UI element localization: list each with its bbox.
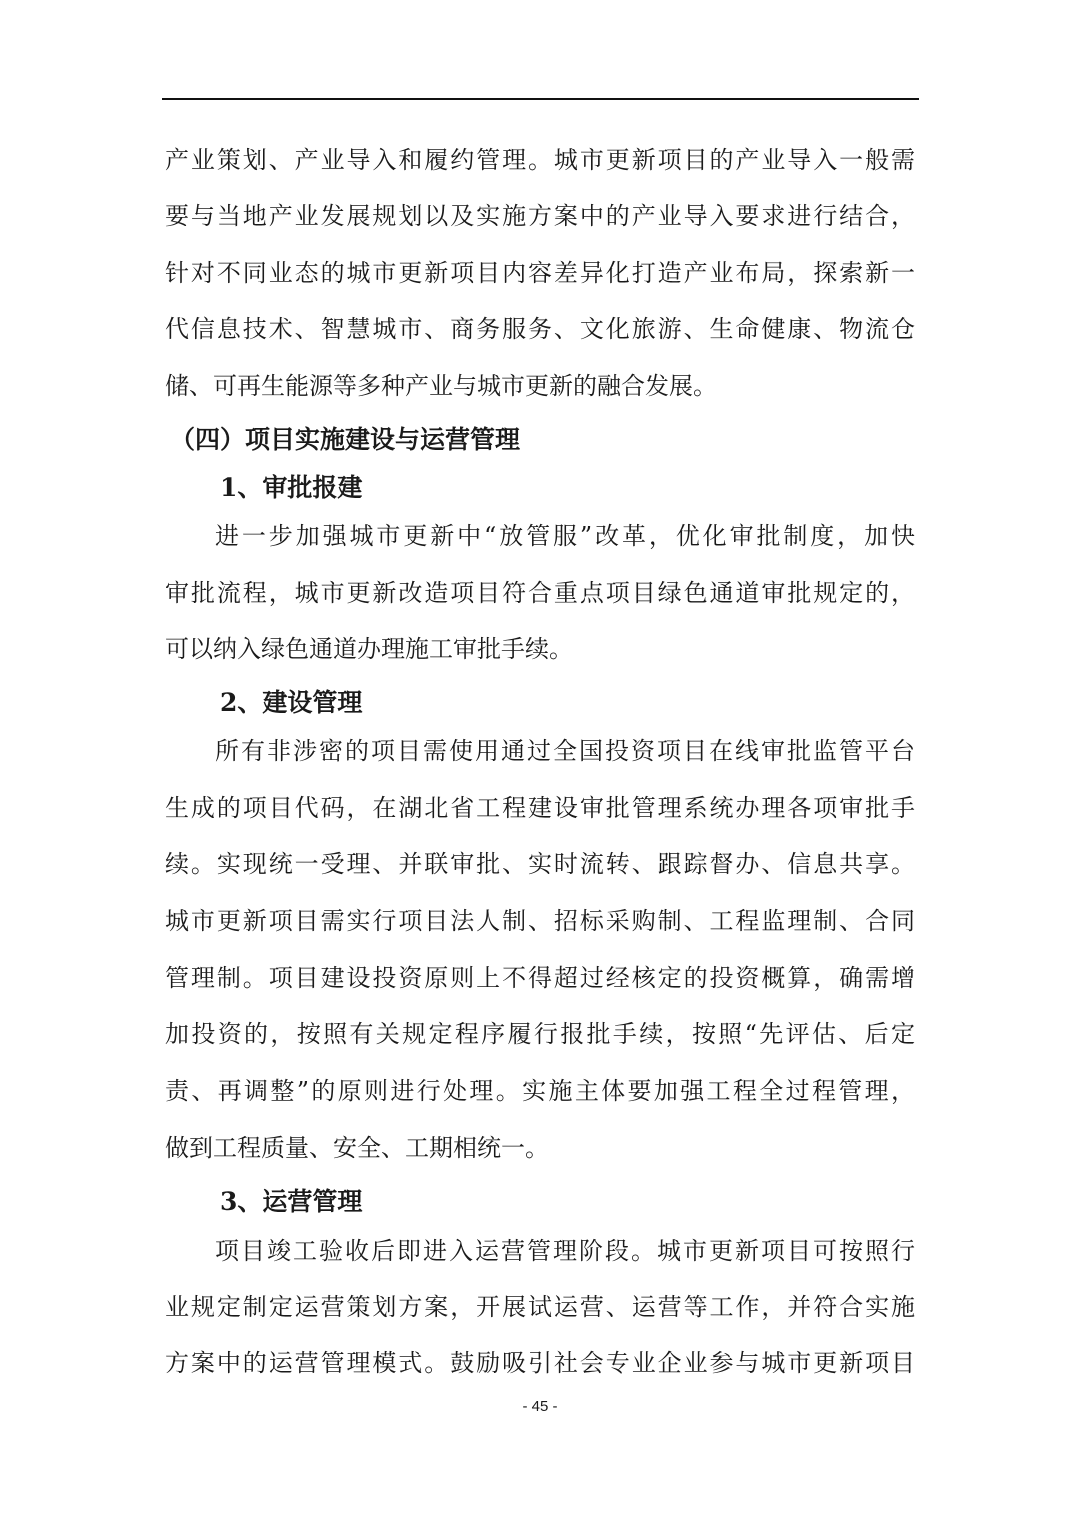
body-line: 进一步加强城市更新中“放管服”改革，优化审批制度，加快: [215, 522, 915, 550]
body-line: 业规定制定运营策划方案，开展试运营、运营等工作，并符合实施: [165, 1293, 915, 1321]
subheading-operation: 3、运营管理: [220, 1187, 363, 1216]
body-line: 针对不同业态的城市更新项目内容差异化打造产业布局，探索新一: [165, 259, 915, 287]
body-line: 储、可再生能源等多种产业与城市更新的融合发展。: [165, 372, 717, 400]
body-line: 加投资的，按照有关规定程序履行报批手续，按照“先评估、后定: [165, 1020, 915, 1048]
body-line: 做到工程质量、安全、工期相统一。: [165, 1134, 549, 1162]
page-number: - 45 -: [522, 1398, 558, 1415]
body-line: 城市更新项目需实行项目法人制、招标采购制、工程监理制、合同: [165, 907, 915, 935]
section-heading: （四）项目实施建设与运营管理: [170, 425, 521, 454]
subheading-construction: 2、建设管理: [220, 688, 363, 717]
body-line: 责、再调整”的原则进行处理。实施主体要加强工程全过程管理，: [165, 1077, 915, 1105]
body-line: 生成的项目代码，在湖北省工程建设审批管理系统办理各项审批手: [165, 794, 915, 822]
body-line: 方案中的运营管理模式。鼓励吸引社会专业企业参与城市更新项目: [165, 1349, 915, 1377]
body-line: 续。实现统一受理、并联审批、实时流转、跟踪督办、信息共享。: [165, 850, 915, 878]
body-line: 可以纳入绿色通道办理施工审批手续。: [165, 635, 573, 663]
body-line: 产业策划、产业导入和履约管理。城市更新项目的产业导入一般需: [165, 146, 915, 174]
body-line: 代信息技术、智慧城市、商务服务、文化旅游、生命健康、物流仓: [165, 315, 915, 343]
body-line: 项目竣工验收后即进入运营管理阶段。城市更新项目可按照行: [215, 1237, 915, 1265]
subheading-approval: 1、审批报建: [220, 473, 363, 502]
body-line: 要与当地产业发展规划以及实施方案中的产业导入要求进行结合，: [165, 202, 915, 230]
body-line: 审批流程，城市更新改造项目符合重点项目绿色通道审批规定的，: [165, 579, 915, 607]
body-line: 管理制。项目建设投资原则上不得超过经核定的投资概算，确需增: [165, 964, 915, 992]
body-line: 所有非涉密的项目需使用通过全国投资项目在线审批监管平台: [215, 737, 915, 765]
header-rule: [162, 98, 919, 100]
